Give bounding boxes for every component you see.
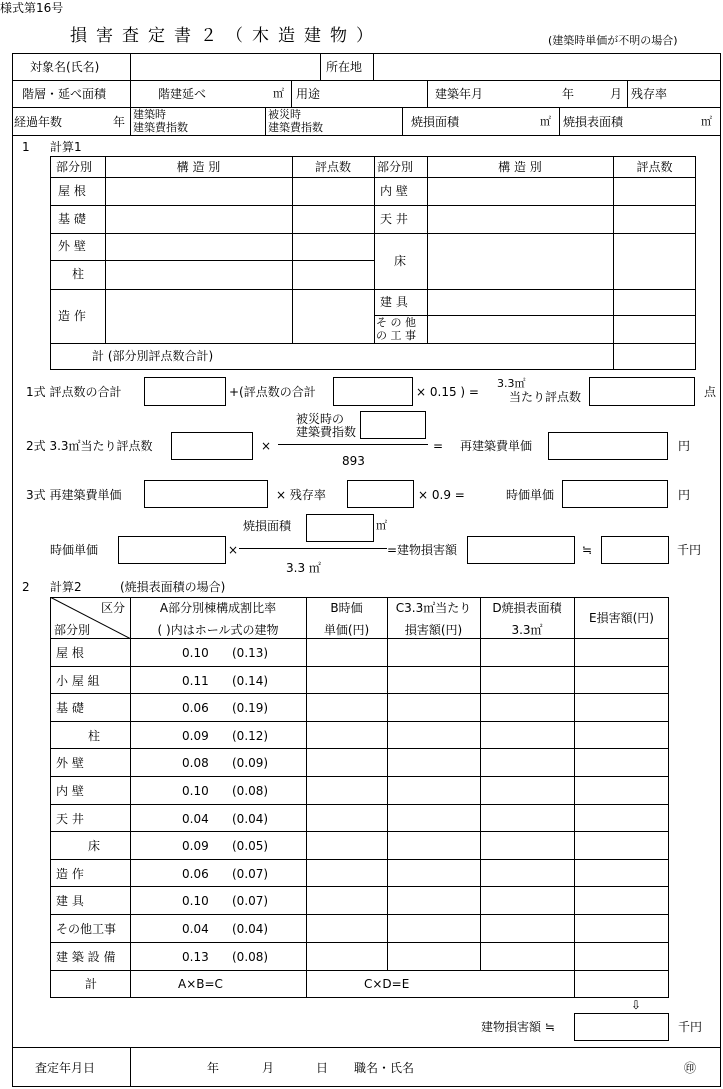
form-title: 損害査定書２（木造建物） xyxy=(70,26,382,46)
index-build-label-2: 建築費指数 xyxy=(133,121,188,134)
elapsed-years-unit: 年 xyxy=(113,115,126,129)
table-row-line xyxy=(50,748,669,749)
calc2-colB-2: 単価(円) xyxy=(323,623,370,637)
calc2-damage-label: 建物損害額 ≒ xyxy=(481,1020,555,1034)
table-row-ratio: 0.10 xyxy=(182,894,209,908)
part-fittings: 建 具 xyxy=(380,295,408,309)
calc2-colC-2: 損害額(円) xyxy=(404,623,463,637)
eq1-times: × 0.15 ) = xyxy=(416,385,479,399)
calc1-col-score-right: 評点数 xyxy=(636,160,673,174)
calc1-table xyxy=(50,156,696,370)
eq4-times: × xyxy=(228,543,239,557)
eq4-unit: 千円 xyxy=(677,543,702,557)
calc2-damage-field[interactable] xyxy=(574,1013,669,1041)
footer-year: 年 xyxy=(207,1061,220,1075)
table-row-part: 外 壁 xyxy=(56,756,84,770)
calc2-total-ab: A×B=C xyxy=(178,977,223,991)
burned-surface-label: 焼損表面積 xyxy=(563,115,624,129)
eq4-label: 時価単価 xyxy=(50,543,99,557)
calc1-col-struct-right: 構 造 別 xyxy=(498,160,542,174)
table-row-line xyxy=(50,886,669,887)
calc2-colC-1: C3.3㎡当たり xyxy=(395,601,472,615)
calc2-damage-unit: 千円 xyxy=(678,1020,703,1034)
table-row-line xyxy=(50,666,669,667)
table-row-ratio: 0.04 xyxy=(182,922,209,936)
table-row-ratio: 0.10 xyxy=(182,784,209,798)
floors-area-label: 階層・延べ面積 xyxy=(22,87,107,101)
table-row-ratio: 0.08 xyxy=(182,756,209,770)
table-row-ratio: 0.06 xyxy=(182,867,209,881)
table-row-ratio: 0.10 xyxy=(182,646,209,660)
calc2-heading: 計算2 xyxy=(50,580,82,594)
build-month-unit: 月 xyxy=(610,87,623,101)
eq1-score-total-field[interactable] xyxy=(144,377,226,406)
area-unit: ㎡ xyxy=(273,87,284,100)
table-row-line xyxy=(50,776,669,777)
part-ceiling: 天 井 xyxy=(380,212,408,226)
calc1-col-part-right: 部分別 xyxy=(377,160,414,174)
eq1-score-total-field-2[interactable] xyxy=(333,377,413,406)
burned-area-unit: ㎡ xyxy=(540,115,551,128)
part-other-1: そ の 他 xyxy=(376,316,416,329)
floors-unit: 階建延べ xyxy=(158,87,207,101)
table-row-line xyxy=(50,693,669,694)
usage-label: 用途 xyxy=(296,87,321,101)
index-fire-label-2: 建築費指数 xyxy=(268,121,323,134)
assessment-date-label: 査定年月日 xyxy=(35,1061,96,1075)
table-row-part: 建 築 設 備 xyxy=(56,950,116,964)
calc2-colB-1: B時価 xyxy=(330,601,363,615)
calc2-colA-1: A部分別棟構成割比率 xyxy=(159,601,277,615)
table-row-ratio: 0.06 xyxy=(182,701,209,715)
eq1-label: 1式 評点数の合計 xyxy=(26,385,122,399)
location-field[interactable] xyxy=(374,54,720,79)
part-pillar: 柱 xyxy=(72,267,85,281)
part-roof: 屋 根 xyxy=(58,184,86,198)
eq4-damage-field[interactable] xyxy=(467,536,575,564)
eq4-result-field[interactable] xyxy=(601,536,669,564)
part-foundation: 基 礎 xyxy=(58,212,86,226)
subject-name-label: 対象名(氏名) xyxy=(30,60,100,74)
table-row-hall-ratio: (0.13) xyxy=(232,646,269,660)
build-year-unit: 年 xyxy=(562,87,575,101)
eq3-label: 3式 再建築費単価 xyxy=(26,488,122,502)
table-row-hall-ratio: (0.04) xyxy=(232,922,269,936)
calc1-col-score-left: 評点数 xyxy=(314,160,351,174)
eq4-numerator-unit: ㎡ xyxy=(376,519,387,532)
eq3-unit: 円 xyxy=(678,488,691,502)
form-subtitle: (建築時単価が不明の場合) xyxy=(548,34,678,47)
table-row-ratio: 0.13 xyxy=(182,950,209,964)
burned-surface-unit: ㎡ xyxy=(701,115,712,128)
calc1-col-struct-left: 構 造 別 xyxy=(176,160,221,174)
table-row-part: 基 礎 xyxy=(56,701,84,715)
footer-day: 日 xyxy=(316,1061,329,1075)
eq3-result-label: 時価単価 xyxy=(506,488,555,502)
eq4-numerator: 焼損面積 xyxy=(243,519,292,533)
table-row-line xyxy=(50,804,669,805)
table-row-ratio: 0.04 xyxy=(182,812,209,826)
table-row-hall-ratio: (0.08) xyxy=(232,950,269,964)
table-row-part: 造 作 xyxy=(56,867,84,881)
table-row-part: 建 具 xyxy=(56,894,84,908)
table-row-hall-ratio: (0.05) xyxy=(232,839,269,853)
table-row-line xyxy=(50,638,669,639)
eq4-unit-price-field[interactable] xyxy=(118,536,226,564)
eq2-index-field[interactable] xyxy=(360,411,426,439)
eq2-result-field[interactable] xyxy=(548,432,668,460)
eq2-denominator: 893 xyxy=(342,454,365,468)
calc2-colA-2: ( )内はホール式の建物 xyxy=(157,623,279,637)
eq4-result-label: =建物損害額 xyxy=(387,543,458,557)
table-row-line xyxy=(50,721,669,722)
table-row-line xyxy=(50,914,669,915)
calc2-number: 2 xyxy=(22,580,30,594)
calc2-total-label: 計 xyxy=(85,977,98,991)
table-row-line xyxy=(50,859,669,860)
table-row-hall-ratio: (0.08) xyxy=(232,784,269,798)
eq3-rebuild-field[interactable] xyxy=(144,480,268,508)
table-row-hall-ratio: (0.04) xyxy=(232,812,269,826)
table-row-line xyxy=(50,942,669,943)
eq3-times: × 残存率 xyxy=(276,488,326,502)
eq2-label: 2式 3.3㎡当たり評点数 xyxy=(26,439,153,453)
seal-icon: ㊞ xyxy=(684,1061,697,1075)
part-other-2: の 工 事 xyxy=(376,329,416,342)
table-row-ratio: 0.09 xyxy=(182,729,209,743)
calc2-total-cd: C×D=E xyxy=(364,977,410,991)
table-row-ratio: 0.11 xyxy=(182,674,209,688)
calc2-colD-1: D焼損表面積 xyxy=(492,601,562,615)
part-fixture: 造 作 xyxy=(58,309,86,323)
down-arrow-icon: ⇩ xyxy=(631,998,642,1012)
eq2-result-label: 再建築費単価 xyxy=(460,439,533,453)
calc2-colE: E損害額(円) xyxy=(589,611,654,625)
eq2-numerator-1: 被災時の xyxy=(296,412,345,426)
table-row-part: 内 壁 xyxy=(56,784,84,798)
table-row-hall-ratio: (0.07) xyxy=(232,867,269,881)
eq2-numerator-2: 建築費指数 xyxy=(296,425,357,439)
eq4-area-field[interactable] xyxy=(306,514,374,542)
form-number: 様式第16号 xyxy=(0,1,64,15)
table-row-hall-ratio: (0.19) xyxy=(232,701,269,715)
calc2-diag-bottom: 部分別 xyxy=(54,623,91,637)
calc1-heading: 計算1 xyxy=(50,140,82,154)
part-inner-wall: 内 壁 xyxy=(380,184,408,198)
eq2-score-field[interactable] xyxy=(171,432,253,460)
burned-area-label: 焼損面積 xyxy=(411,115,460,129)
calc2-table xyxy=(50,597,669,998)
table-row-part: その他工事 xyxy=(56,922,117,936)
index-fire-label: 被災時 xyxy=(268,108,301,121)
calc1-col-part-left: 部分別 xyxy=(56,160,93,174)
eq3-factor: × 0.9 = xyxy=(418,488,465,502)
part-floor: 床 xyxy=(394,254,407,268)
residual-rate-label: 残存率 xyxy=(631,87,668,101)
subject-name-field[interactable] xyxy=(131,54,319,79)
table-row-hall-ratio: (0.09) xyxy=(232,756,269,770)
table-row-hall-ratio: (0.12) xyxy=(232,729,269,743)
calc2-colD-2: 3.3㎡ xyxy=(511,623,543,637)
eq2-equals: = xyxy=(433,439,444,453)
eq4-div: ≒ xyxy=(582,543,593,557)
footer-month: 月 xyxy=(262,1061,275,1075)
calc1-number: 1 xyxy=(22,140,30,154)
eq4-denominator: 3.3 ㎡ xyxy=(286,561,321,575)
table-row-part: 小 屋 組 xyxy=(56,674,100,688)
eq3-result-field[interactable] xyxy=(562,480,668,508)
location-label: 所在地 xyxy=(326,60,363,74)
eq2-times: × xyxy=(261,439,272,453)
eq3-residual-field[interactable] xyxy=(347,480,414,508)
eq1-right-2: 当たり評点数 xyxy=(509,390,582,404)
position-name-label: 職名・氏名 xyxy=(354,1061,415,1075)
eq1-unit: 点 xyxy=(704,385,717,399)
eq1-right-1: 3.3㎡ xyxy=(497,377,526,390)
part-outer-wall: 外 壁 xyxy=(58,239,86,253)
calc2-heading-note: (焼損表面積の場合) xyxy=(120,580,226,594)
calc2-diag-top: 区分 xyxy=(101,601,126,615)
eq2-unit: 円 xyxy=(678,439,691,453)
index-build-label: 建築時 xyxy=(133,108,166,121)
table-row-line xyxy=(50,831,669,832)
table-row-hall-ratio: (0.14) xyxy=(232,674,269,688)
table-row-part: 柱 xyxy=(88,729,101,743)
calc1-total-label: 計 (部分別評点数合計) xyxy=(92,349,214,363)
table-row-hall-ratio: (0.07) xyxy=(232,894,269,908)
elapsed-years-label: 経過年数 xyxy=(14,115,63,129)
table-row-ratio: 0.09 xyxy=(182,839,209,853)
table-row-part: 天 井 xyxy=(56,812,84,826)
build-year-label: 建築年月 xyxy=(435,87,484,101)
table-row-part: 床 xyxy=(88,839,101,853)
eq1-plus: +(評点数の合計 xyxy=(229,385,316,399)
table-row-part: 屋 根 xyxy=(56,646,84,660)
eq1-result-field[interactable] xyxy=(589,377,695,406)
